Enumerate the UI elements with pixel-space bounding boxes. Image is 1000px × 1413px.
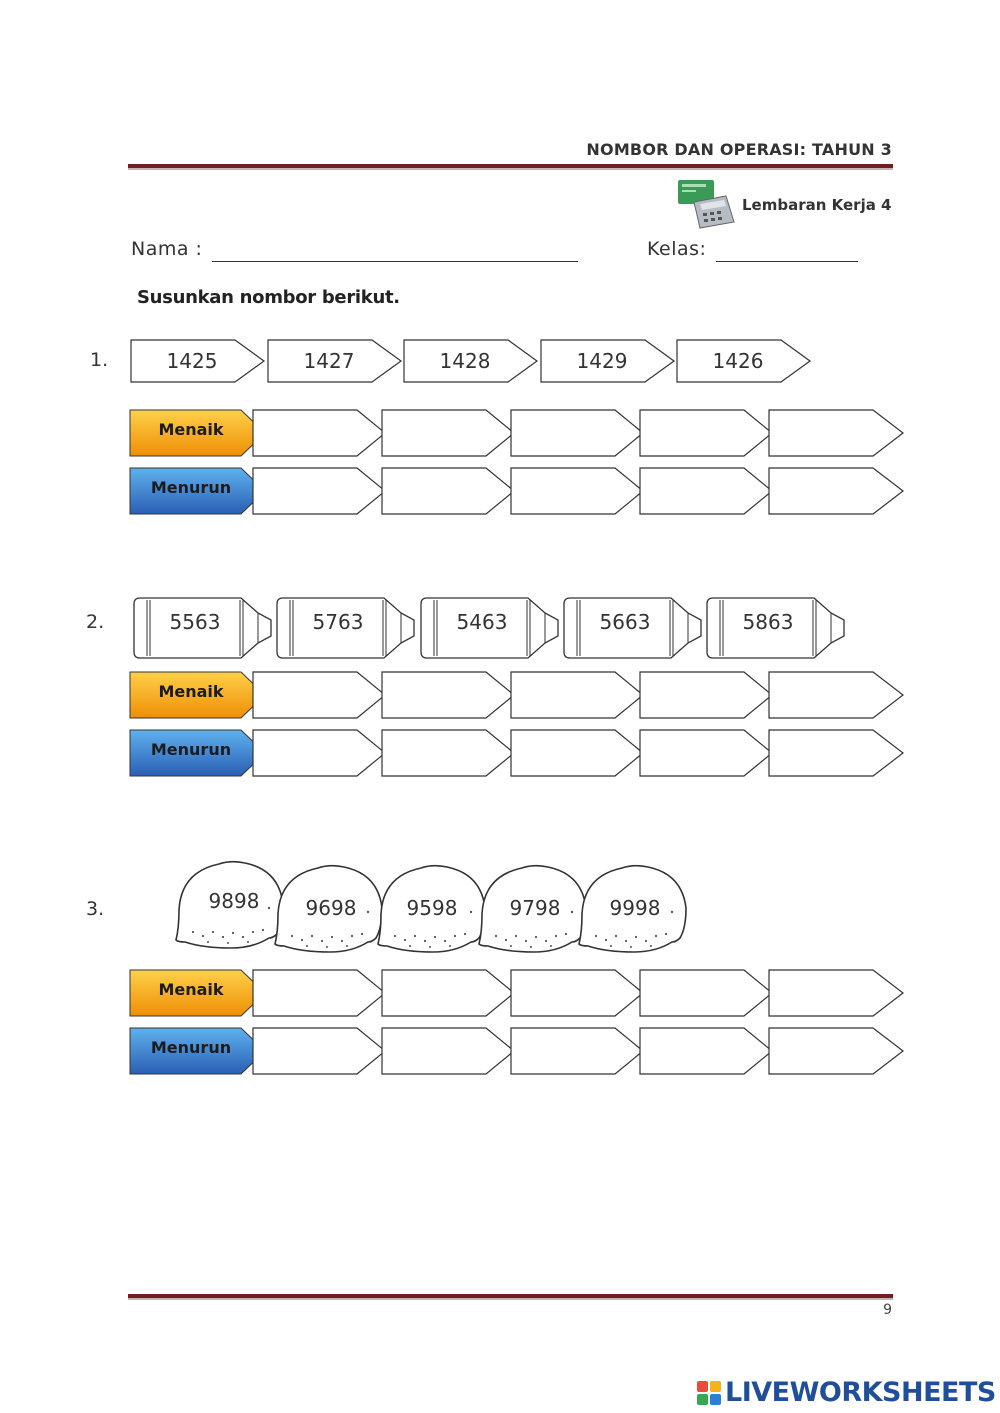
ascending-label: Menaik	[129, 969, 269, 1017]
lemon-shape	[272, 862, 386, 956]
footer-rule	[128, 1294, 893, 1298]
number-value: 5763	[312, 610, 364, 634]
lemon-shape	[476, 862, 590, 956]
descending-label: Menurun	[129, 1027, 269, 1075]
crayon-shape	[706, 596, 848, 660]
number-value: 1429	[576, 349, 628, 373]
number-value: 9898	[208, 889, 260, 913]
number-value: 9598	[406, 896, 458, 920]
worksheet-label: Lembaran Kerja 4	[742, 196, 892, 214]
ascending-label: Menaik	[129, 409, 269, 457]
instruction: Susunkan nombor berikut.	[137, 287, 400, 308]
number-value: 1427	[303, 349, 355, 373]
descending-answer-boxes[interactable]	[252, 1027, 907, 1075]
class-label: Kelas:	[647, 238, 707, 260]
name-label: Nama :	[131, 238, 203, 260]
descending-answer-boxes[interactable]	[252, 729, 907, 777]
number-arrow	[676, 339, 812, 383]
number-arrow	[540, 339, 676, 383]
ascending-answer-boxes[interactable]	[252, 969, 907, 1017]
crayon-shape	[420, 596, 562, 660]
ascending-answer-boxes[interactable]	[252, 409, 907, 457]
number-value: 1425	[166, 349, 218, 373]
number-arrow	[267, 339, 403, 383]
header-rule	[128, 164, 893, 168]
header-title: NOMBOR DAN OPERASI: TAHUN 3	[586, 140, 892, 159]
question-number: 2.	[86, 611, 105, 633]
number-value: 1426	[712, 349, 764, 373]
page-number: 9	[883, 1302, 892, 1318]
descending-label: Menurun	[129, 467, 269, 515]
lemon-shape	[375, 862, 489, 956]
number-value: 9698	[305, 896, 357, 920]
crayon-shape	[276, 596, 418, 660]
number-arrow	[130, 339, 266, 383]
ascending-label: Menaik	[129, 671, 269, 719]
calculator-icon	[676, 178, 736, 230]
crayon-shape	[563, 596, 705, 660]
question-number: 1.	[90, 349, 109, 371]
liveworksheets-icon	[697, 1381, 721, 1405]
number-value: 5563	[169, 610, 221, 634]
liveworksheets-logo[interactable]	[697, 1377, 996, 1408]
liveworksheets-brand: LIVEWORKSHEETS	[725, 1377, 996, 1408]
lemon-shape	[173, 858, 287, 952]
descending-label: Menurun	[129, 729, 269, 777]
number-value: 9798	[509, 896, 561, 920]
lemon-shape	[576, 862, 690, 956]
number-value: 5863	[742, 610, 794, 634]
name-input[interactable]	[212, 260, 578, 262]
ascending-answer-boxes[interactable]	[252, 671, 907, 719]
crayon-shape	[133, 596, 275, 660]
number-arrow	[403, 339, 539, 383]
number-value: 1428	[439, 349, 491, 373]
descending-answer-boxes[interactable]	[252, 467, 907, 515]
class-input[interactable]	[716, 260, 858, 262]
number-value: 5663	[599, 610, 651, 634]
question-number: 3.	[86, 898, 105, 920]
number-value: 9998	[609, 896, 661, 920]
number-value: 5463	[456, 610, 508, 634]
